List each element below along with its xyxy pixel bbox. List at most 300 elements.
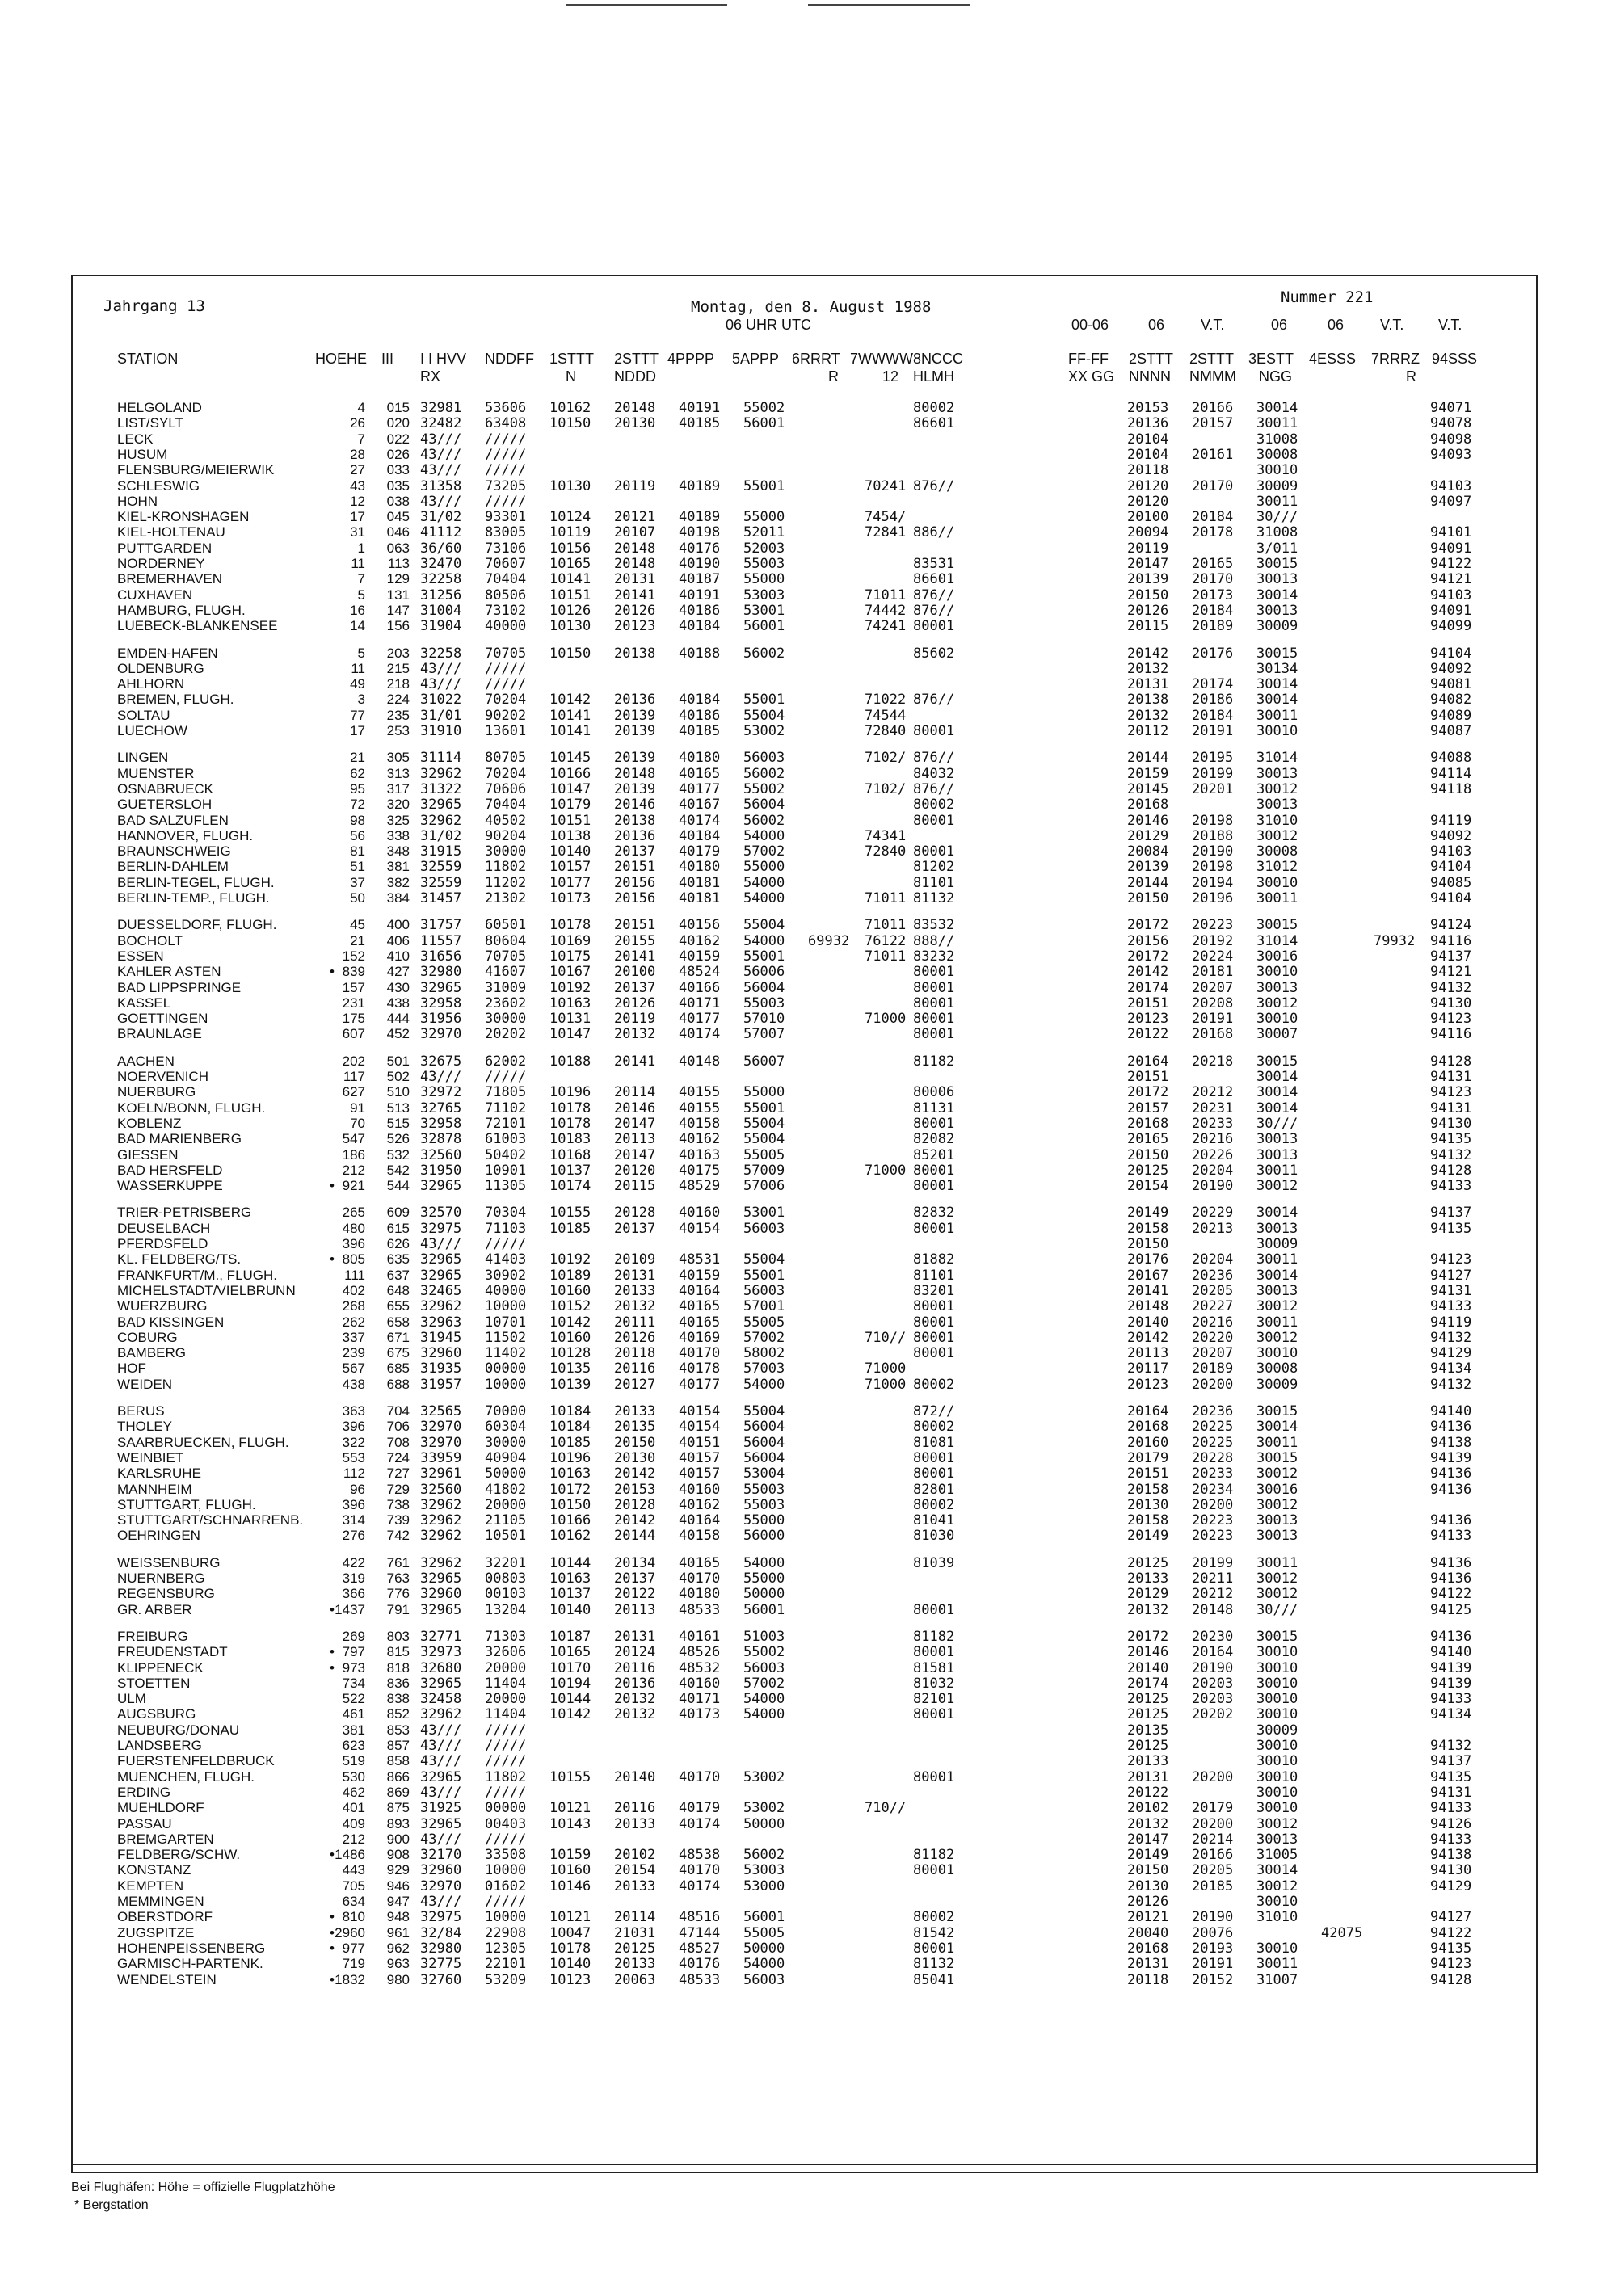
code-8nccc: 80001	[913, 618, 955, 635]
code-2sttt: 20135	[614, 1419, 656, 1436]
column-heading-c7: 6RRRT	[792, 351, 840, 367]
code-8nccc: 82801	[913, 1481, 955, 1498]
code-2sttt-nmmm: 20190	[1192, 1659, 1234, 1676]
code-8nccc: 80001	[913, 812, 955, 829]
station-name: KOBLENZ	[117, 1115, 182, 1131]
code-2sttt-nmmm: 20200	[1192, 1768, 1234, 1785]
station-name: LINGEN	[117, 750, 169, 766]
code-4pppp: 40184	[679, 827, 721, 844]
code-2sttt-nmmm: 20234	[1192, 1481, 1234, 1498]
station-name: WASSERKUPPE	[117, 1178, 223, 1194]
height: 175	[342, 1011, 365, 1027]
code-nddff: /////	[485, 462, 527, 479]
code-3estt: 30013	[1256, 1831, 1298, 1848]
code-94sss: 94087	[1430, 723, 1472, 739]
code-3estt: 31008	[1256, 524, 1298, 541]
code-4pppp: 40173	[679, 1706, 721, 1723]
code-2sttt-nmmm: 20170	[1192, 571, 1234, 588]
code-4pppp: 47144	[679, 1924, 721, 1941]
height: 2960	[335, 1924, 365, 1941]
code-5appp: 57002	[743, 1675, 785, 1692]
code-7wwww: 7102/	[865, 780, 907, 797]
station-name: SAARBRUECKEN, FLUGH.	[117, 1434, 289, 1450]
code-3estt: 30013	[1256, 1528, 1298, 1545]
code-5appp: 56004	[743, 1449, 785, 1466]
code-ihvv: 31256	[420, 587, 462, 603]
code-94sss: 94136	[1430, 1512, 1472, 1529]
code-2sttt: 20123	[614, 618, 656, 635]
code-2sttt-nmmm: 20196	[1192, 890, 1234, 906]
station-name: PASSAU	[117, 1815, 172, 1831]
code-nddff: /////	[485, 1894, 527, 1910]
code-8nccc: 80001	[913, 1329, 955, 1346]
code-94sss: 94128	[1430, 1053, 1472, 1070]
height: 70	[350, 1115, 365, 1131]
code-nddff: 71102	[485, 1100, 527, 1116]
code-ihvv: 43///	[420, 660, 462, 677]
code-2sttt-nmmm: 20204	[1192, 1162, 1234, 1179]
code-8nccc: 83531	[913, 556, 955, 572]
code-1sttt: 10143	[549, 1815, 591, 1832]
code-ihvv: 31114	[420, 750, 462, 767]
station-number: 738	[386, 1496, 410, 1512]
code-5appp: 55003	[743, 556, 785, 572]
code-ihvv: 43///	[420, 1236, 462, 1252]
code-2sttt: 20107	[614, 524, 656, 541]
station-number: 791	[386, 1601, 410, 1617]
code-2sttt: 20132	[614, 1691, 656, 1708]
code-1sttt: 10196	[549, 1449, 591, 1466]
code-ihvv: 43///	[420, 462, 462, 479]
mountain-marker: •	[330, 964, 335, 980]
height: 21	[350, 750, 365, 766]
code-8nccc: 80001	[913, 1862, 955, 1879]
code-94sss: 94088	[1430, 750, 1472, 767]
height: 1832	[335, 1971, 365, 1987]
code-94sss: 94123	[1430, 1251, 1472, 1268]
code-ihvv: 32765	[420, 1100, 462, 1116]
code-2sttt-nnnn: 20146	[1127, 1644, 1169, 1661]
code-nddff: 70404	[485, 571, 527, 588]
station-name: KIEL-HOLTENAU	[117, 524, 225, 540]
code-nddff: 71805	[485, 1084, 527, 1101]
code-ihvv: 32965	[420, 797, 462, 814]
code-1sttt: 10163	[549, 995, 591, 1011]
station-number: 761	[386, 1554, 410, 1571]
code-4pppp: 40154	[679, 1220, 721, 1237]
station-name: HOF	[117, 1360, 146, 1377]
code-5appp: 55000	[743, 509, 785, 526]
code-1sttt: 10126	[549, 602, 591, 619]
code-3estt: 30015	[1256, 1403, 1298, 1419]
code-ihvv: 32965	[420, 1178, 462, 1195]
code-nddff: /////	[485, 431, 527, 448]
code-5appp: 57003	[743, 1360, 785, 1377]
height: 319	[342, 1571, 365, 1586]
code-8nccc: 80001	[913, 1706, 955, 1723]
code-94sss: 94114	[1430, 765, 1472, 782]
station-number: 218	[386, 676, 410, 692]
code-1sttt: 10144	[549, 1554, 591, 1571]
code-2sttt: 20139	[614, 707, 656, 724]
code-5appp: 53002	[743, 1768, 785, 1785]
code-8nccc: 80002	[913, 1496, 955, 1513]
code-94sss: 94132	[1430, 1146, 1472, 1163]
code-ihvv: 43///	[420, 676, 462, 693]
code-2sttt: 20132	[614, 1706, 656, 1723]
code-5appp: 56003	[743, 1282, 785, 1299]
code-8nccc: 80001	[913, 995, 955, 1011]
station-number: 852	[386, 1706, 410, 1722]
code-1sttt: 10192	[549, 979, 591, 996]
code-5appp: 58002	[743, 1345, 785, 1362]
code-7rrrz: 79932	[1374, 932, 1416, 949]
code-94sss: 94103	[1430, 587, 1472, 603]
code-8nccc: 80001	[913, 1298, 955, 1315]
code-2sttt-nmmm: 20178	[1192, 524, 1234, 541]
code-1sttt: 10169	[549, 932, 591, 949]
code-2sttt-nmmm: 20212	[1192, 1084, 1234, 1101]
code-8nccc: 886//	[913, 524, 955, 541]
code-3estt: 30013	[1256, 571, 1298, 588]
code-4pppp: 48516	[679, 1909, 721, 1926]
code-8nccc: 80006	[913, 1084, 955, 1101]
height: 381	[342, 1722, 365, 1738]
code-4pppp: 40179	[679, 1800, 721, 1817]
station-name: FUERSTENFELDBRUCK	[117, 1753, 275, 1769]
code-4pppp: 40185	[679, 415, 721, 432]
code-4pppp: 40175	[679, 1162, 721, 1179]
code-ihvv: 32960	[420, 1345, 462, 1362]
code-4pppp: 40176	[679, 1956, 721, 1973]
code-94sss: 94097	[1430, 493, 1472, 510]
code-8nccc: 81030	[913, 1528, 955, 1545]
code-2sttt: 20130	[614, 415, 656, 432]
code-2sttt-nmmm: 20208	[1192, 995, 1234, 1011]
station-name: TRIER-PETRISBERG	[117, 1205, 252, 1221]
code-2sttt: 20153	[614, 1481, 656, 1498]
code-ihvv: 43///	[420, 1738, 462, 1754]
code-94sss: 94121	[1430, 571, 1472, 588]
column-heading-c5: 4PPPP	[667, 351, 715, 367]
code-4pppp: 40189	[679, 509, 721, 526]
code-nddff: 30000	[485, 843, 527, 860]
code-5appp: 55001	[743, 1100, 785, 1116]
code-2sttt-nnnn: 20168	[1127, 1419, 1169, 1436]
height: 186	[342, 1146, 365, 1163]
code-2sttt-nnnn: 20136	[1127, 415, 1169, 432]
code-5appp: 56002	[743, 765, 785, 782]
code-2sttt-nmmm: 20233	[1192, 1115, 1234, 1132]
code-ihvv: 41112	[420, 524, 462, 541]
code-5appp: 50000	[743, 1586, 785, 1603]
height: 810	[342, 1909, 365, 1925]
code-2sttt-nnnn: 20142	[1127, 645, 1169, 662]
code-2sttt: 20120	[614, 1162, 656, 1179]
code-nddff: 23602	[485, 995, 527, 1011]
code-2sttt-nmmm: 20223	[1192, 1512, 1234, 1529]
code-2sttt: 20147	[614, 1146, 656, 1163]
code-4pppp: 48538	[679, 1847, 721, 1864]
column-heading-c16: 94SSS	[1432, 351, 1478, 367]
code-8nccc: 81131	[913, 1100, 955, 1116]
code-3estt: 30011	[1256, 415, 1298, 432]
code-2sttt-nnnn: 20172	[1127, 1084, 1169, 1101]
code-5appp: 53001	[743, 1205, 785, 1222]
code-1sttt: 10178	[549, 1100, 591, 1116]
code-94sss: 94136	[1430, 1419, 1472, 1436]
station-heading: STATION	[117, 351, 179, 367]
code-nddff: 11802	[485, 859, 527, 876]
station-number: 853	[386, 1722, 410, 1738]
code-2sttt-nnnn: 20131	[1127, 1768, 1169, 1785]
mountain-marker: •	[330, 1940, 335, 1956]
code-2sttt: 20137	[614, 843, 656, 860]
station-name: HELGOLAND	[117, 400, 202, 415]
code-94sss: 94136	[1430, 1628, 1472, 1645]
code-8nccc: 80001	[913, 1314, 955, 1331]
station-name: MUENCHEN, FLUGH.	[117, 1768, 255, 1785]
code-2sttt-nmmm: 20212	[1192, 1586, 1234, 1603]
code-nddff: 40000	[485, 1282, 527, 1299]
station-name: KONSTANZ	[117, 1862, 191, 1878]
code-nddff: 63408	[485, 415, 527, 432]
code-5appp: 55000	[743, 1512, 785, 1529]
height: 337	[342, 1329, 365, 1345]
height: 3	[357, 692, 365, 708]
station-name: BERLIN-TEGEL, FLUGH.	[117, 874, 275, 890]
code-2sttt-nmmm: 20181	[1192, 964, 1234, 981]
code-3estt: 30009	[1256, 1722, 1298, 1739]
code-ihvv: 32962	[420, 1554, 462, 1571]
code-1sttt: 10137	[549, 1162, 591, 1179]
column-heading-c10: XX GG	[1068, 368, 1115, 385]
column-heading-c2: NDDFF	[485, 351, 534, 367]
station-name: LECK	[117, 431, 154, 447]
code-ihvv: 36/60	[420, 540, 462, 557]
code-3estt: 30015	[1256, 556, 1298, 572]
code-3estt: 30009	[1256, 477, 1298, 494]
code-3estt: 30012	[1256, 1878, 1298, 1894]
code-2sttt-nnnn: 20133	[1127, 1571, 1169, 1587]
code-2sttt-nnnn: 20151	[1127, 1069, 1169, 1085]
code-nddff: 30000	[485, 1011, 527, 1028]
height: 438	[342, 1376, 365, 1392]
code-2sttt-nmmm: 20166	[1192, 1847, 1234, 1864]
code-5appp: 56000	[743, 1528, 785, 1545]
height: 921	[342, 1178, 365, 1194]
height: 7	[357, 571, 365, 587]
code-2sttt-nmmm: 20161	[1192, 446, 1234, 463]
height: 81	[350, 843, 365, 860]
time-label: 06	[1271, 317, 1288, 333]
code-2sttt: 20119	[614, 477, 656, 494]
code-3estt: 30015	[1256, 1628, 1298, 1645]
station-name: MANNHEIM	[117, 1481, 192, 1497]
code-ihvv: 32962	[420, 1496, 462, 1513]
code-8nccc: 80001	[913, 843, 955, 860]
height: 396	[342, 1496, 365, 1512]
height: 62	[350, 765, 365, 781]
height: 11	[351, 556, 365, 571]
station-number: 658	[386, 1314, 410, 1330]
code-94sss: 94116	[1430, 1026, 1472, 1043]
code-nddff: 80506	[485, 587, 527, 603]
height: 56	[350, 827, 365, 843]
code-8nccc: 81882	[913, 1251, 955, 1268]
code-1sttt: 10163	[549, 1571, 591, 1587]
code-94sss: 94101	[1430, 524, 1472, 541]
station-number: 532	[386, 1146, 410, 1163]
code-ihvv: 32258	[420, 571, 462, 588]
column-heading-c15: 7RRRZ	[1371, 351, 1420, 367]
station-name: BOCHOLT	[117, 932, 183, 948]
code-2sttt-nnnn: 20123	[1127, 1011, 1169, 1028]
code-1sttt: 10128	[549, 1345, 591, 1362]
code-2sttt-nmmm: 20190	[1192, 843, 1234, 860]
code-4pppp: 48533	[679, 1971, 721, 1988]
code-5appp: 56006	[743, 964, 785, 981]
code-8nccc: 81101	[913, 1267, 955, 1284]
code-5appp: 57009	[743, 1162, 785, 1179]
code-2sttt-nnnn: 20176	[1127, 1251, 1169, 1268]
code-2sttt: 20115	[614, 1178, 656, 1195]
code-1sttt: 10124	[549, 509, 591, 526]
station-number: 131	[386, 587, 410, 603]
code-nddff: 13204	[485, 1601, 527, 1618]
station-name: LUECHOW	[117, 723, 187, 738]
code-ihvv: 32962	[420, 1528, 462, 1545]
code-1sttt: 10047	[549, 1924, 591, 1941]
code-nddff: 10501	[485, 1528, 527, 1545]
station-name: OSNABRUECK	[117, 780, 214, 797]
code-7wwww: 710//	[865, 1800, 907, 1817]
code-1sttt: 10174	[549, 1178, 591, 1195]
station-number: 510	[386, 1084, 410, 1100]
height: 1	[357, 540, 365, 556]
code-4pppp: 48529	[679, 1178, 721, 1195]
code-1sttt: 10188	[549, 1053, 591, 1070]
code-2sttt: 20131	[614, 571, 656, 588]
code-8nccc: 80001	[913, 1449, 955, 1466]
code-2sttt-nnnn: 20125	[1127, 1162, 1169, 1179]
code-ihvv: 43///	[420, 493, 462, 510]
code-94sss: 94127	[1430, 1909, 1472, 1926]
code-2sttt: 20144	[614, 1528, 656, 1545]
code-3estt: 31014	[1256, 750, 1298, 767]
code-1sttt: 10140	[549, 1956, 591, 1973]
code-8nccc: 888//	[913, 932, 955, 949]
code-4pppp: 40162	[679, 932, 721, 949]
code-5appp: 50000	[743, 1815, 785, 1832]
station-name: WENDELSTEIN	[117, 1971, 217, 1987]
code-ihvv: 32570	[420, 1205, 462, 1222]
table-bottom-rule	[71, 2164, 1538, 2165]
height: 1437	[335, 1601, 365, 1617]
code-5appp: 53002	[743, 1800, 785, 1817]
code-94sss: 94091	[1430, 602, 1472, 619]
code-4pppp: 40187	[679, 571, 721, 588]
code-4pppp: 40154	[679, 1419, 721, 1436]
height: 12	[350, 493, 365, 509]
code-nddff: 71103	[485, 1220, 527, 1237]
code-ihvv: 32958	[420, 995, 462, 1011]
code-ihvv: 32963	[420, 1314, 462, 1331]
code-2sttt-nmmm: 20164	[1192, 1644, 1234, 1661]
code-2sttt-nmmm: 20230	[1192, 1628, 1234, 1645]
code-nddff: 90204	[485, 827, 527, 844]
code-5appp: 55001	[743, 477, 785, 494]
code-3estt: 30012	[1256, 1496, 1298, 1513]
code-2sttt: 20136	[614, 827, 656, 844]
code-ihvv: 32980	[420, 964, 462, 981]
code-2sttt: 20156	[614, 890, 656, 906]
station-number: 063	[386, 540, 410, 556]
station-number: 866	[386, 1768, 410, 1785]
code-5appp: 55001	[743, 692, 785, 709]
code-nddff: 00000	[485, 1360, 527, 1377]
code-ihvv: 32965	[420, 1768, 462, 1785]
code-ihvv: 32560	[420, 1481, 462, 1498]
station-number: 685	[386, 1360, 410, 1377]
code-8nccc: 81182	[913, 1847, 955, 1864]
height: 366	[342, 1586, 365, 1602]
code-4pppp: 40164	[679, 1282, 721, 1299]
station-name: SOLTAU	[117, 707, 170, 723]
station-number: 946	[386, 1878, 410, 1894]
code-2sttt-nmmm: 20191	[1192, 1011, 1234, 1028]
station-number: 727	[386, 1465, 410, 1482]
code-4pppp: 48532	[679, 1659, 721, 1676]
code-94sss: 94082	[1430, 692, 1472, 709]
station-name: KASSEL	[117, 995, 171, 1011]
height: 705	[342, 1878, 365, 1894]
code-nddff: 70204	[485, 692, 527, 709]
code-2sttt-nnnn: 20112	[1127, 723, 1169, 739]
station-name: MEMMINGEN	[117, 1894, 204, 1909]
code-2sttt-nmmm: 20198	[1192, 812, 1234, 829]
code-94sss: 94135	[1430, 1131, 1472, 1148]
code-ihvv: 32465	[420, 1282, 462, 1299]
height: 27	[350, 462, 365, 478]
station-number: 671	[386, 1329, 410, 1345]
height: 607	[342, 1026, 365, 1042]
code-8nccc: 81542	[913, 1924, 955, 1941]
code-ihvv: 32675	[420, 1053, 462, 1070]
code-nddff: 50402	[485, 1146, 527, 1163]
code-7wwww: 71011	[865, 587, 907, 603]
code-3estt: 30008	[1256, 1360, 1298, 1377]
height: 98	[350, 812, 365, 828]
code-1sttt: 10145	[549, 750, 591, 767]
code-8nccc: 80001	[913, 1178, 955, 1195]
code-2sttt-nnnn: 20102	[1127, 1800, 1169, 1817]
code-7wwww: 72841	[865, 524, 907, 541]
code-3estt: 30010	[1256, 1894, 1298, 1910]
code-1sttt: 10192	[549, 1251, 591, 1268]
code-3estt: 30012	[1256, 1815, 1298, 1832]
code-2sttt: 20137	[614, 979, 656, 996]
code-2sttt: 20100	[614, 964, 656, 981]
code-4pppp: 48524	[679, 964, 721, 981]
code-3estt: 30011	[1256, 890, 1298, 906]
code-nddff: 70204	[485, 765, 527, 782]
code-1sttt: 10147	[549, 780, 591, 797]
height: 719	[342, 1956, 365, 1972]
code-nddff: /////	[485, 1738, 527, 1754]
station-number: 430	[386, 979, 410, 995]
code-7wwww: 72840	[865, 843, 907, 860]
